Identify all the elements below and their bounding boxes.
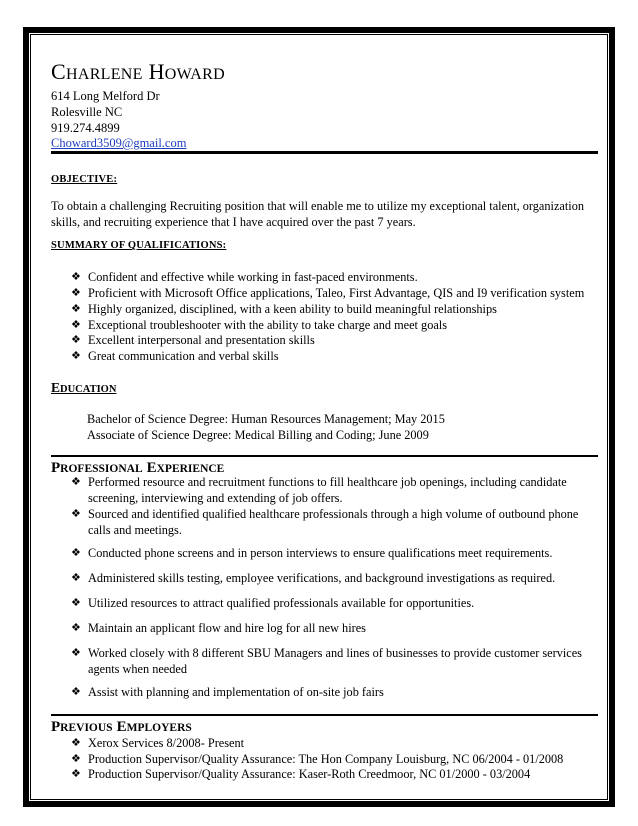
experience-item: ❖ Sourced and identified qualified healthcare professionals through a high volume of outbound phone calls and meetings.	[71, 507, 579, 537]
header-divider	[51, 151, 598, 154]
diamond-bullet-icon: ❖	[71, 597, 81, 609]
education-item: Associate of Science Degree: Medical Billing and Coding; June 2009	[87, 428, 429, 442]
qualification-item: ❖ Confident and effective while working in fast-paced environments.	[71, 270, 418, 284]
diamond-bullet-icon: ❖	[71, 768, 81, 780]
diamond-bullet-icon: ❖	[71, 547, 81, 559]
qualification-item: ❖ Great communication and verbal skills	[71, 349, 279, 363]
phone-number: 919.274.4899	[51, 121, 120, 135]
diamond-bullet-icon: ❖	[71, 737, 81, 749]
employer-item: ❖ Production Supervisor/Quality Assurance: The Hon Company Louisburg, NC 06/2004 - 01/2008	[71, 752, 564, 766]
qualification-item: ❖ Highly organized, disciplined, with a keen ability to build meaningful relationships	[71, 302, 497, 316]
objective-heading: OBJECTIVE:	[51, 174, 118, 185]
diamond-bullet-icon: ❖	[71, 572, 81, 584]
diamond-bullet-icon: ❖	[71, 508, 81, 520]
diamond-bullet-icon: ❖	[71, 303, 81, 315]
experience-item: ❖ Performed resource and recruitment functions to fill healthcare job openings, including candidate screening, interviewing and extending of job offers.	[71, 475, 567, 505]
experience-item: ❖ Maintain an applicant flow and hire log for all new hires	[71, 621, 366, 635]
experience-heading: PROFESSIONAL EXPERIENCE	[51, 460, 225, 476]
diamond-bullet-icon: ❖	[71, 271, 81, 283]
education-heading: EDUCATION	[51, 380, 117, 395]
objective-text: To obtain a challenging Recruiting position that will enable me to utilize my exceptional talent, organization skills, and recruiting experience that I have acquired over the past 7 years.	[51, 199, 584, 229]
qualification-item: ❖ Exceptional troubleshooter with the ability to take charge and meet goals	[71, 318, 448, 332]
address-line-1: 614 Long Melford Dr	[51, 89, 160, 103]
candidate-name: CHARLENE HOWARD	[51, 59, 225, 84]
diamond-bullet-icon: ❖	[71, 647, 81, 659]
diamond-bullet-icon: ❖	[71, 753, 81, 765]
employer-item: ❖ Xerox Services 8/2008- Present	[71, 736, 245, 750]
diamond-bullet-icon: ❖	[71, 350, 81, 362]
qualification-item: ❖ Excellent interpersonal and presentation skills	[71, 333, 315, 347]
address-line-2: Rolesville NC	[51, 105, 123, 119]
experience-item: ❖ Assist with planning and implementation of on-site job fairs	[71, 685, 384, 699]
experience-item: ❖ Worked closely with 8 different SBU Managers and lines of businesses to provide customer services agents when needed	[71, 646, 582, 676]
education-item: Bachelor of Science Degree: Human Resources Management; May 2015	[87, 412, 445, 426]
diamond-bullet-icon: ❖	[71, 686, 81, 698]
diamond-bullet-icon: ❖	[71, 476, 81, 488]
diamond-bullet-icon: ❖	[71, 287, 81, 299]
experience-divider	[51, 455, 598, 457]
diamond-bullet-icon: ❖	[71, 622, 81, 634]
experience-item: ❖ Utilized resources to attract qualified professionals available for opportunities.	[71, 596, 475, 610]
employers-heading: PREVIOUS EMPLOYERS	[51, 719, 192, 735]
employers-divider	[51, 714, 598, 716]
email-link[interactable]: Choward3509@gmail.com	[51, 136, 187, 150]
employer-item: ❖ Production Supervisor/Quality Assurance: Kaser-Roth Creedmoor, NC 01/2000 - 03/2004	[71, 767, 531, 781]
experience-item: ❖ Administered skills testing, employee verifications, and background investigations as required.	[71, 571, 556, 585]
experience-item: ❖ Conducted phone screens and in person interviews to ensure qualifications meet requirements.	[71, 546, 553, 560]
qualification-item: ❖ Proficient with Microsoft Office applications, Taleo, First Advantage, QIS and I9 verification system	[71, 286, 585, 300]
qualifications-heading: SUMMARY OF QUALIFICATIONS:	[51, 240, 227, 251]
diamond-bullet-icon: ❖	[71, 334, 81, 346]
diamond-bullet-icon: ❖	[71, 319, 81, 331]
